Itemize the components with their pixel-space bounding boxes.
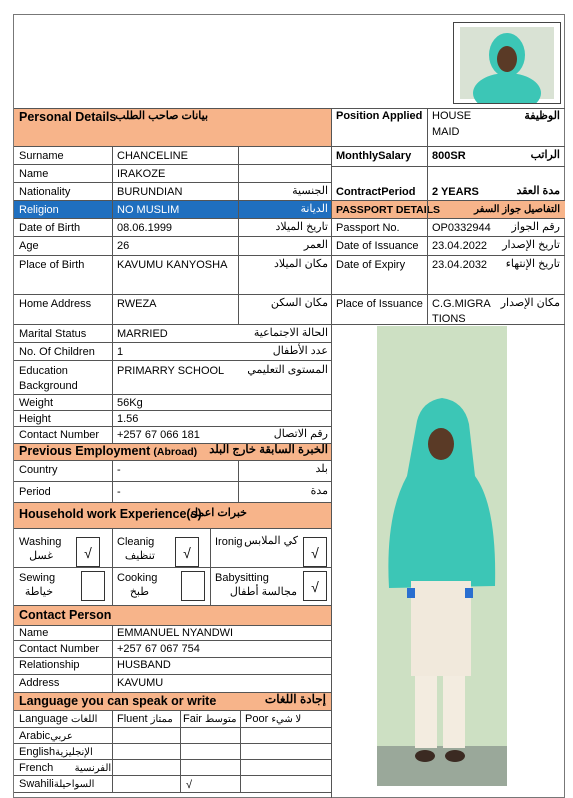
lang-col-language-ar: اللغات: [71, 714, 98, 725]
country-value: -: [117, 464, 121, 476]
marital-label: Marital Status: [19, 328, 87, 340]
cooking-en: Cooking: [117, 572, 158, 584]
place-issue-label: Place of Issuance: [336, 298, 423, 310]
ironing-ar: كي الملابس: [244, 535, 298, 547]
place-issue-value-2: TIONS: [432, 313, 466, 325]
education-ar: المستوى التعليمي: [247, 364, 328, 376]
dob-ar: تاريخ الميلاد: [275, 221, 328, 233]
cleaning-en: Cleanig: [117, 536, 155, 548]
marital-ar: الحالة الاجتماعية: [253, 327, 328, 339]
cp-name-label: Name: [19, 627, 49, 639]
cp-number-value: +257 67 067 754: [117, 643, 200, 655]
address-ar: مكان السكن: [270, 297, 328, 309]
employment-title-ar: الخبرة السابقة خارج البلد: [209, 444, 328, 456]
weight-label: Weight: [19, 397, 54, 409]
period-ar: مدة: [310, 485, 328, 497]
religion-label: Religion: [19, 204, 59, 216]
contract-label: ContractPeriod: [336, 186, 416, 198]
babysitting-checkbox[interactable]: √: [303, 571, 327, 601]
nationality-value: BURUNDIAN: [117, 186, 183, 198]
contract-value: 2 YEARS: [432, 186, 479, 198]
language-title-ar: إجادة اللغات: [264, 692, 326, 706]
name-label: Name: [19, 168, 49, 180]
lang-col-fluent-en: Fluent: [117, 713, 148, 725]
weight-value: 56Kg: [117, 397, 143, 409]
lang-col-poor: [245, 713, 301, 726]
pob-value: KAVUMU KANYOSHA: [117, 259, 228, 271]
passport-no-ar: رقم الجواز: [511, 221, 560, 233]
country-ar: بلد: [315, 463, 328, 475]
lang-col-fair-en: Fair: [183, 713, 202, 725]
religion-value: NO MUSLIM: [117, 204, 180, 216]
expiry-label: Date of Expiry: [336, 259, 406, 271]
lang-arabic-en: Arabic: [19, 730, 51, 742]
position-ar: الوظيفة: [524, 110, 560, 122]
age-ar: العمر: [303, 239, 328, 251]
passport-no-value: OP0332944: [432, 222, 491, 234]
cleaning-ar: تنظيف: [124, 550, 155, 562]
lang-arabic-ar: عربي: [50, 731, 73, 742]
lang-arabic: [19, 730, 73, 743]
lang-swahili-ar: السواحيلة: [53, 779, 95, 790]
nationality-ar: الجنسية: [292, 185, 328, 197]
sewing-ar: خياطة: [24, 586, 53, 598]
cp-relation-label: Relationship: [19, 659, 80, 671]
height-value: 1.56: [117, 413, 139, 425]
place-issue-value-1: C.G.MIGRA: [432, 298, 491, 310]
lang-english: [19, 746, 93, 759]
position-label: Position Applied: [336, 110, 423, 122]
country-label: Country: [19, 464, 58, 476]
education-label-2: Background: [19, 380, 78, 392]
salary-value: 800SR: [432, 150, 466, 162]
height-label: Height: [19, 413, 51, 425]
nationality-label: Nationality: [19, 186, 71, 198]
lang-col-fluent: [117, 713, 173, 726]
contact-ar: رقم الاتصال: [273, 428, 328, 440]
expiry-ar: تاريخ الإنتهاء: [505, 258, 560, 270]
children-ar: عدد الأطفال: [272, 345, 328, 357]
salary-ar: الراتب: [530, 149, 560, 161]
lang-col-fair: [183, 713, 236, 726]
employment-title-en: Previous Employment: [19, 444, 151, 458]
washing-ar: غسل: [29, 550, 53, 562]
candidate-photo-icon: [377, 326, 507, 786]
children-label: No. Of Children: [19, 346, 95, 358]
washing-checkbox[interactable]: √: [76, 537, 100, 567]
cooking-checkbox[interactable]: [181, 571, 205, 601]
surname-value: CHANCELINE: [117, 150, 188, 162]
address-value: RWEZA: [117, 298, 157, 310]
employment-title-sub: (Abroad): [153, 446, 198, 458]
position-value-2: MAID: [432, 126, 460, 138]
education-value: PRIMARRY SCHOOL: [117, 365, 225, 377]
ironing-en: Ironig: [215, 536, 243, 548]
cp-name-value: EMMANUEL NYANDWI: [117, 627, 234, 639]
lang-col-fair-ar: متوسط: [205, 714, 237, 725]
lang-swahili: [19, 778, 94, 791]
dob-label: Date of Birth: [19, 222, 81, 234]
ironing-checkbox[interactable]: √: [303, 537, 327, 567]
sewing-en: Sewing: [19, 572, 56, 584]
lang-swahili-en: Swahili: [19, 778, 54, 790]
cp-address-label: Address: [19, 677, 60, 689]
cp-address-value: KAVUMU: [117, 677, 164, 689]
pob-label: Place of Birth: [19, 259, 85, 271]
lang-col-poor-en: Poor: [245, 713, 269, 725]
religion-ar: الديانة: [300, 203, 328, 215]
issue-ar: تاريخ الإصدار: [502, 239, 560, 251]
period-label: Period: [19, 486, 51, 498]
washing-en: Washing: [19, 536, 62, 548]
sewing-checkbox[interactable]: [81, 571, 105, 601]
place-issue-ar: مكان الإصدار: [500, 297, 560, 309]
children-value: 1: [117, 346, 124, 358]
salary-label: MonthlySalary: [336, 150, 412, 162]
swahili-fair-mark: √: [186, 779, 193, 791]
passport-title-ar: التفاصيل جواز السفر: [474, 204, 560, 215]
lang-english-ar: الإنجليزية: [55, 747, 93, 758]
contact-person-title: Contact Person: [19, 608, 112, 622]
age-label: Age: [19, 240, 39, 252]
passport-photo-icon: [454, 23, 560, 103]
language-title-en: Language you can speak or write: [19, 694, 217, 708]
contract-ar: مدة العقد: [516, 185, 560, 197]
lang-col-poor-ar: لا شيء: [271, 714, 302, 725]
surname-label: Surname: [19, 150, 64, 162]
position-value-1: HOUSE: [432, 110, 472, 122]
lang-col-fluent-ar: ممتاز: [150, 714, 173, 725]
babysitting-ar: مجالسة أطفال: [229, 586, 297, 598]
marital-value: MARRIED: [117, 328, 168, 340]
small-photo: [453, 22, 561, 104]
lang-col-language: [19, 713, 97, 726]
lang-french-ar: الفرنسية: [74, 763, 112, 774]
babysitting-en: Babysitting: [215, 572, 269, 584]
period-value: -: [117, 486, 121, 498]
personal-title-en: Personal Details: [19, 110, 117, 124]
issue-value: 23.04.2022: [432, 240, 488, 252]
dob-value: 08.06.1999: [117, 222, 173, 234]
address-label: Home Address: [19, 298, 92, 310]
lang-col-language-en: Language: [19, 713, 68, 725]
employment-title: [19, 445, 197, 459]
passport-title-en: PASSPORT DETAILS: [336, 204, 441, 216]
household-title-ar: خبرات اعمل: [190, 507, 247, 519]
contact-value: +257 67 066 181: [117, 429, 200, 441]
contact-label: Contact Number: [19, 429, 100, 441]
age-value: 26: [117, 240, 130, 252]
cp-number-label: Contact Number: [19, 643, 100, 655]
lang-french: [19, 762, 111, 775]
household-title-en: Household work Experience(s): [19, 507, 202, 521]
cleaning-checkbox[interactable]: √: [175, 537, 199, 567]
lang-english-en: English: [19, 746, 56, 758]
education-label-1: Education: [19, 365, 68, 377]
name-value: IRAKOZE: [117, 168, 166, 180]
passport-no-label: Passport No.: [336, 222, 400, 234]
cooking-ar: طبخ: [129, 586, 149, 598]
cp-relation-value: HUSBAND: [117, 659, 171, 671]
full-photo: [377, 326, 507, 786]
expiry-value: 23.04.2032: [432, 259, 488, 271]
lang-french-en: French: [19, 762, 54, 774]
pob-ar: مكان الميلاد: [273, 258, 328, 270]
issue-label: Date of Issuance: [336, 240, 419, 252]
personal-title-ar: بيانات صاحب الطلب: [115, 110, 208, 122]
